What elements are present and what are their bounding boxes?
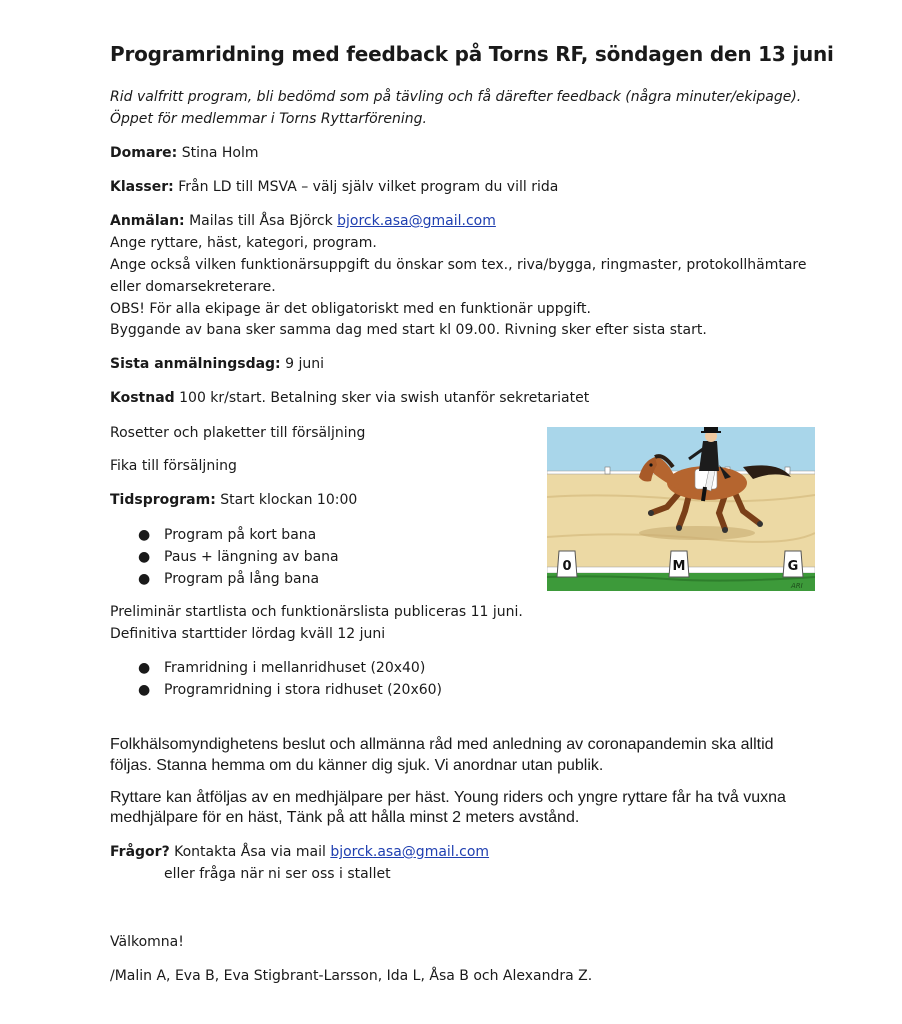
- startlist-line-2: Definitiva starttider lördag kväll 12 juni: [110, 626, 386, 642]
- cost-line: [110, 390, 589, 406]
- welcome-line: Välkomna!: [110, 934, 184, 950]
- intro-line-1: Rid valfritt program, bli bedömd som på tävling och få därefter feedback (några minuter/ekipage).: [110, 89, 802, 105]
- questions-line: [110, 844, 489, 860]
- schedule-item-3: Program på lång bana: [164, 571, 320, 587]
- cost-label: Kostnad: [110, 390, 175, 406]
- helpers-line-1: Ryttare kan åtföljas av en medhjälpare per häst. Young riders och yngre ryttare får ha två vuxna: [110, 789, 786, 806]
- schedule-line: [110, 492, 357, 508]
- marker-0: 0: [562, 559, 572, 574]
- judge-value: Stina Holm: [177, 145, 259, 161]
- registration-line: [110, 213, 496, 229]
- marker-g: G: [787, 559, 799, 574]
- questions-value: Kontakta Åsa via mail: [169, 844, 331, 860]
- covid-line-1: Folkhälsomyndighetens beslut och allmänna råd med anledning av coronapandemin ska alltid: [110, 736, 774, 753]
- bullet-icon: ●: [138, 527, 151, 543]
- bullet-icon: ●: [138, 549, 151, 565]
- fika-line: Fika till försäljning: [110, 458, 237, 474]
- helpers-line-2: medhjälpare för en häst, Tänk på att hålla minst 2 meters avstånd.: [110, 809, 580, 826]
- registration-detail-5: Byggande av bana sker samma dag med start kl 09.00. Rivning sker efter sista start.: [110, 322, 707, 338]
- judge-line: [110, 145, 259, 161]
- bullet-icon: ●: [138, 682, 151, 698]
- questions-email-link[interactable]: bjorck.asa@gmail.com: [330, 844, 490, 860]
- schedule-label: Tidsprogram:: [110, 492, 216, 508]
- dressage-illustration: [547, 427, 815, 591]
- covid-line-2: följas. Stanna hemma om du känner dig sjuk. Vi anordnar utan publik.: [110, 757, 604, 774]
- deadline-label: Sista anmälningsdag:: [110, 356, 281, 372]
- marker-m: M: [672, 559, 686, 574]
- intro-line-2: Öppet för medlemmar i Torns Ryttarförening.: [110, 111, 428, 127]
- judge-label: Domare:: [110, 145, 178, 161]
- questions-line-2: eller fråga när ni ser oss i stallet: [164, 866, 391, 882]
- artist-signature: ARI: [791, 582, 803, 590]
- deadline-value: 9 juni: [280, 356, 324, 372]
- rosettes-line: Rosetter och plaketter till försäljning: [110, 425, 366, 441]
- bullet-icon: ●: [138, 660, 151, 676]
- questions-label: Frågor?: [110, 844, 170, 860]
- page-title: Programridning med feedback på Torns RF, söndagen den 13 juni: [110, 42, 834, 66]
- deadline-line: [110, 356, 324, 372]
- registration-label: Anmälan:: [110, 213, 185, 229]
- arena-item-2: Programridning i stora ridhuset (20x60): [164, 682, 443, 698]
- schedule-value: Start klockan 10:00: [215, 492, 358, 508]
- classes-value: Från LD till MSVA – välj själv vilket program du vill rida: [173, 179, 559, 195]
- startlist-line-1: Preliminär startlista och funktionärslista publiceras 11 juni.: [110, 604, 523, 620]
- registration-detail-4: OBS! För alla ekipage är det obligatoriskt med en funktionär uppgift.: [110, 301, 591, 317]
- registration-detail-2: Ange också vilken funktionärsuppgift du önskar som tex., riva/bygga, ringmaster, protokollhämtare: [110, 257, 807, 273]
- registration-detail-3: eller domarsekreterare.: [110, 279, 276, 295]
- registration-email-link[interactable]: bjorck.asa@gmail.com: [337, 213, 496, 229]
- bullet-icon: ●: [138, 571, 151, 587]
- signature-line: /Malin A, Eva B, Eva Stigbrant-Larsson, Ida L, Åsa B och Alexandra Z.: [110, 968, 593, 984]
- schedule-item-2: Paus + längning av bana: [164, 549, 339, 565]
- arena-item-1: Framridning i mellanridhuset (20x40): [164, 660, 426, 676]
- classes-line: [110, 179, 558, 195]
- schedule-item-1: Program på kort bana: [164, 527, 317, 543]
- registration-value: Mailas till Åsa Björck: [184, 213, 338, 229]
- classes-label: Klasser:: [110, 179, 174, 195]
- registration-detail-1: Ange ryttare, häst, kategori, program.: [110, 235, 377, 251]
- cost-value: 100 kr/start. Betalning sker via swish utanför sekretariatet: [174, 390, 590, 406]
